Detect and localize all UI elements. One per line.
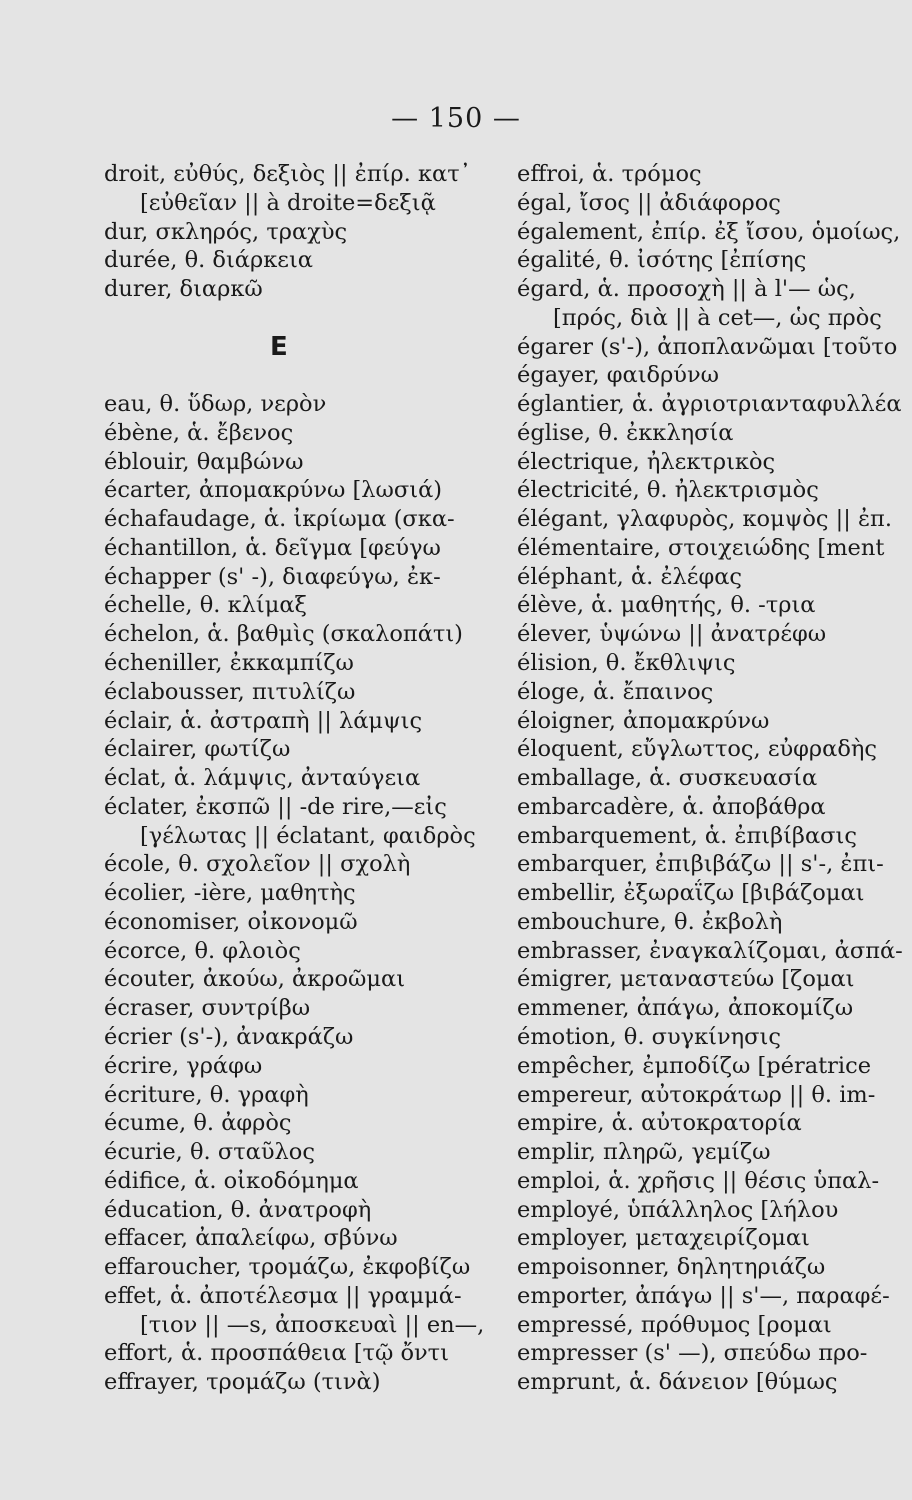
dictionary-entry: effacer, ἀπαλείφω, σβύνω [104,1225,398,1252]
dictionary-entry: égayer, φαιδρύνω [517,362,719,389]
dictionary-entry: économiser, οἰκονομῶ [104,908,358,935]
dictionary-entry: édifice, ἁ. οἰκοδόμημα [104,1167,359,1194]
dictionary-entry: échapper (s' -), διαφεύγω, ἐκ- [104,563,441,590]
dictionary-entry: emmener, ἀπάγω, ἀποκομίζω [517,995,854,1022]
dictionary-entry: écouter, ἀκούω, ἀκροῶμαι [104,966,406,993]
dictionary-entry: emploi, ἁ. χρῆσις || θέσις ὑπαλ- [517,1167,880,1194]
dictionary-entry: droit, εὐθύς, δεξιὸς || ἐπίρ. κατ᾽ [104,161,471,187]
dictionary-entry: empresser (s' —), σπεύδω προ- [517,1340,868,1367]
dictionary-entry: embouchure, θ. ἐκβολὴ [517,908,783,935]
dictionary-entry: électricité, θ. ἠλεκτρισμὸς [517,477,819,504]
dictionary-entry: embarquement, ἁ. ἐπιβίβασις [517,822,857,849]
dictionary-entry: effet, ἁ. ἀποτέλεσμα || γραμμά- [104,1282,462,1309]
dictionary-entry: écheniller, ἐκκαμπίζω [104,650,354,677]
dictionary-entry: emprunt, ἁ. δάνειον [θύμως [517,1369,838,1396]
dictionary-entry: éclat, ἁ. λάμψις, ἀνταύγεια [104,765,421,792]
left-column [104,160,496,1397]
dictionary-entry: écolier, -ière, μαθητὴς [104,880,356,907]
dictionary-entry: emporter, ἀπάγω || s'—, παραφέ- [517,1282,890,1309]
dictionary-entry: embellir, ἐξωραΐζω [βιβάζομαι [517,880,865,907]
dictionary-entry: éléphant, ἁ. ἐλέφας [517,563,743,590]
dictionary-entry: égalité, θ. ἰσότης [ἐπίσης [517,247,807,274]
dictionary-entry: emballage, ἁ. συσκευασία [517,765,818,792]
dictionary-entry: empressé, πρόθυμος [ρομαι [517,1311,832,1338]
dictionary-entry: eau, θ. ὕδωρ, νερὸν [104,391,327,418]
dictionary-entry: églantier, ἁ. ἀγριοτριανταφυλλέα [517,391,902,418]
section-letter-heading: E [270,331,288,362]
dictionary-entry: école, θ. σχολεῖον || σχολὴ [104,851,411,878]
dictionary-entry: éclabousser, πιτυλίζω [104,678,356,705]
dictionary-entry: empereur, αὐτοκράτωρ || θ. im- [517,1081,876,1108]
dictionary-entry: écraser, συντρίβω [104,995,311,1022]
dictionary-entry: écorce, θ. φλοιὸς [104,937,301,964]
dictionary-entry: effroi, ἁ. τρόμος [517,161,702,187]
dictionary-entry: dur, σκληρός, τραχὺς [104,218,348,245]
dictionary-entry: [πρός, διὰ || à cet—, ὡς πρὸς [553,304,882,331]
dictionary-entry: éloigner, ἀπομακρύνω [517,707,770,734]
dictionary-entry: ébène, ἁ. ἔβενος [104,419,294,446]
dictionary-entry: élémentaire, στοιχειώδης [ment [517,534,885,561]
dictionary-entry: élégant, γλαφυρὸς, κομψὸς || ἐπ. [517,506,892,533]
dictionary-entry: [γέλωτας || éclatant, φαιδρὸς [140,822,476,849]
dictionary-entry: durée, θ. διάρκεια [104,247,313,274]
dictionary-entry: éloge, ἁ. ἔπαινος [517,678,714,705]
dictionary-entry: embarcadère, ἁ. ἀποβάθρα [517,793,826,820]
dictionary-entry: égard, ἁ. προσοχὴ || à l'— ὡς, [517,276,856,303]
dictionary-entry: éducation, θ. ἀνατροφὴ [104,1196,372,1223]
dictionary-entry: écurie, θ. σταῦλος [104,1139,315,1166]
dictionary-entry: éclater, ἐκσπῶ || -de rire,—εἰς [104,793,447,820]
dictionary-entry: employé, ὑπάλληλος [λήλου [517,1196,839,1223]
dictionary-entry: élève, ἁ. μαθητής, θ. -τρια [517,592,816,619]
dictionary-entry: élever, ὑψώνω || ἀνατρέφω [517,621,827,648]
dictionary-entry: égal, ἴσος || ἀδιάφορος [517,189,781,216]
dictionary-entry: [εὐθεῖαν || à droite=δεξιᾷ [140,189,436,216]
dictionary-entry: employer, μεταχειρίζομαι [517,1225,810,1252]
dictionary-entry: emplir, πληρῶ, γεμίζω [517,1139,771,1166]
page-number: — 150 — [391,103,521,134]
dictionary-entry: empêcher, ἐμποδίζω [pératrice [517,1052,872,1079]
right-column [517,160,905,1397]
dictionary-entry: éblouir, θαμβώνω [104,448,304,475]
dictionary-entry: embarquer, ἐπιβιβάζω || s'-, ἐπι- [517,851,884,878]
dictionary-entry: émigrer, μεταναστεύω [ζομαι [517,966,855,993]
dictionary-entry: écrier (s'-), ἀνακράζω [104,1023,354,1050]
dictionary-entry: empire, ἁ. αὐτοκρατορία [517,1110,802,1137]
dictionary-entry: église, θ. ἐκκλησία [517,419,734,446]
dictionary-entry: émotion, θ. συγκίνησις [517,1023,781,1050]
dictionary-entry: échelon, ἁ. βαθμὶς (σκαλοπάτι) [104,621,463,648]
dictionary-entry: échafaudage, ἁ. ἰκρίωμα (σκα- [104,506,455,533]
dictionary-entry: écume, θ. ἀφρὸς [104,1110,292,1137]
dictionary-entry: échantillon, ἁ. δεῖγμα [φεύγω [104,534,441,561]
dictionary-entry: égarer (s'-), ἀποπλανῶμαι [τοῦτο [517,333,898,360]
dictionary-entry: échelle, θ. κλίμαξ [104,592,307,619]
dictionary-entry: écarter, ἀπομακρύνω [λωσιά) [104,477,443,504]
dictionary-entry: électrique, ἠλεκτρικὸς [517,448,776,475]
dictionary-entry: écriture, θ. γραφὴ [104,1081,309,1108]
dictionary-entry: embrasser, ἐναγκαλίζομαι, ἀσπά- [517,937,903,964]
dictionary-entry: empoisonner, δηλητηριάζω [517,1254,826,1281]
dictionary-entry: effort, ἁ. προσπάθεια [τῷ ὄντι [104,1340,449,1367]
dictionary-entry: éloquent, εὔγλωττος, εὐφραδὴς [517,736,877,763]
dictionary-entry: [τιον || —s, ἀποσκευαὶ || en—, [140,1311,485,1338]
dictionary-entry: effaroucher, τρομάζω, ἐκφοβίζω [104,1254,471,1281]
dictionary-entry: également, ἐπίρ. ἐξ ἴσου, ὁμοίως, [517,218,901,245]
dictionary-entry: durer, διαρκῶ [104,276,263,303]
dictionary-entry: éclairer, φωτίζω [104,736,291,763]
dictionary-entry: effrayer, τρομάζω (τινὰ) [104,1369,381,1396]
dictionary-entry: élision, θ. ἔκθλιψις [517,650,736,677]
dictionary-entry: écrire, γράφω [104,1052,263,1079]
dictionary-entry: éclair, ἁ. ἀστραπὴ || λάμψις [104,707,423,734]
